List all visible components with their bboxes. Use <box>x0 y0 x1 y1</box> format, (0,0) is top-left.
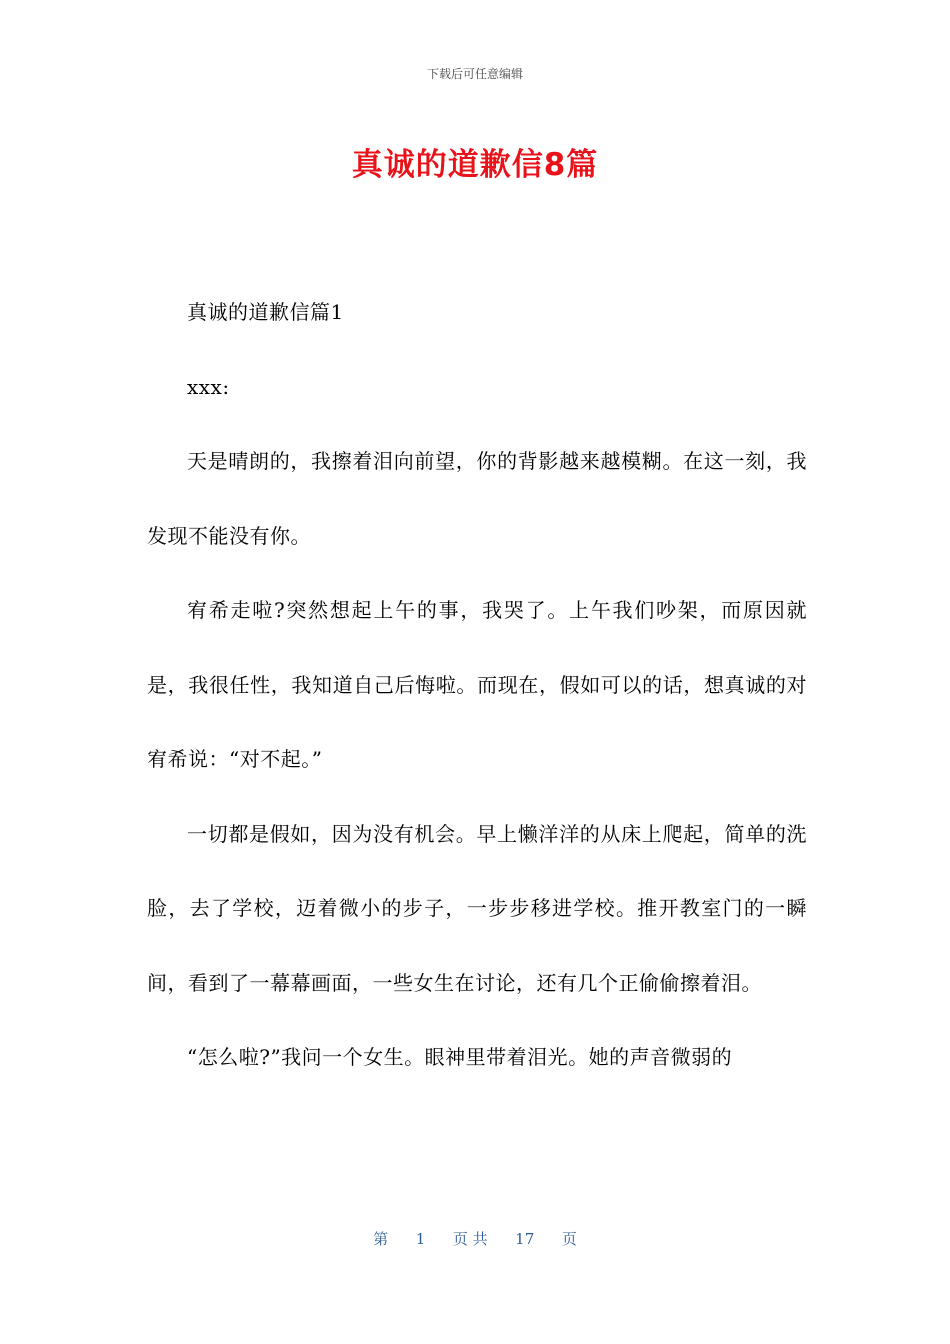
section-heading: 真诚的道歉信篇1 <box>187 300 344 324</box>
footer-label-ye-gong: 页 共 <box>452 1230 488 1248</box>
paragraph: “怎么啦?”我问一个女生。眼神里带着泪光。她的声音微弱的 <box>187 1045 733 1069</box>
current-page-number: 1 <box>415 1230 426 1248</box>
paragraph: 天是晴朗的，我擦着泪向前望，你的背影越来越模糊。在这一刻，我发现不能没有你。 <box>147 449 807 548</box>
document-title: 真诚的道歉信8篇 <box>351 147 599 183</box>
document-body <box>147 275 807 1095</box>
page-footer <box>0 1229 950 1249</box>
total-pages-number: 17 <box>515 1230 535 1248</box>
paragraph: 宥希走啦?突然想起上午的事，我哭了。上午我们吵架，而原因就是，我很任性，我知道自己后悔啦。而现在，假如可以的话，想真诚的对宥希说：“对不起。” <box>147 598 807 771</box>
paragraph: 一切都是假如，因为没有机会。早上懒洋洋的从床上爬起，简单的洗脸，去了学校，迈着微小的步子，一步步移进学校。推开教室门的一瞬间，看到了一幕幕画面，一些女生在讨论，还有几个正偷偷擦着泪。 <box>147 821 807 995</box>
salutation: xxx: <box>187 374 230 399</box>
footer-label-ye: 页 <box>561 1230 577 1248</box>
header-note: 下载后可任意编辑 <box>426 67 523 81</box>
footer-label-di: 第 <box>373 1230 389 1248</box>
